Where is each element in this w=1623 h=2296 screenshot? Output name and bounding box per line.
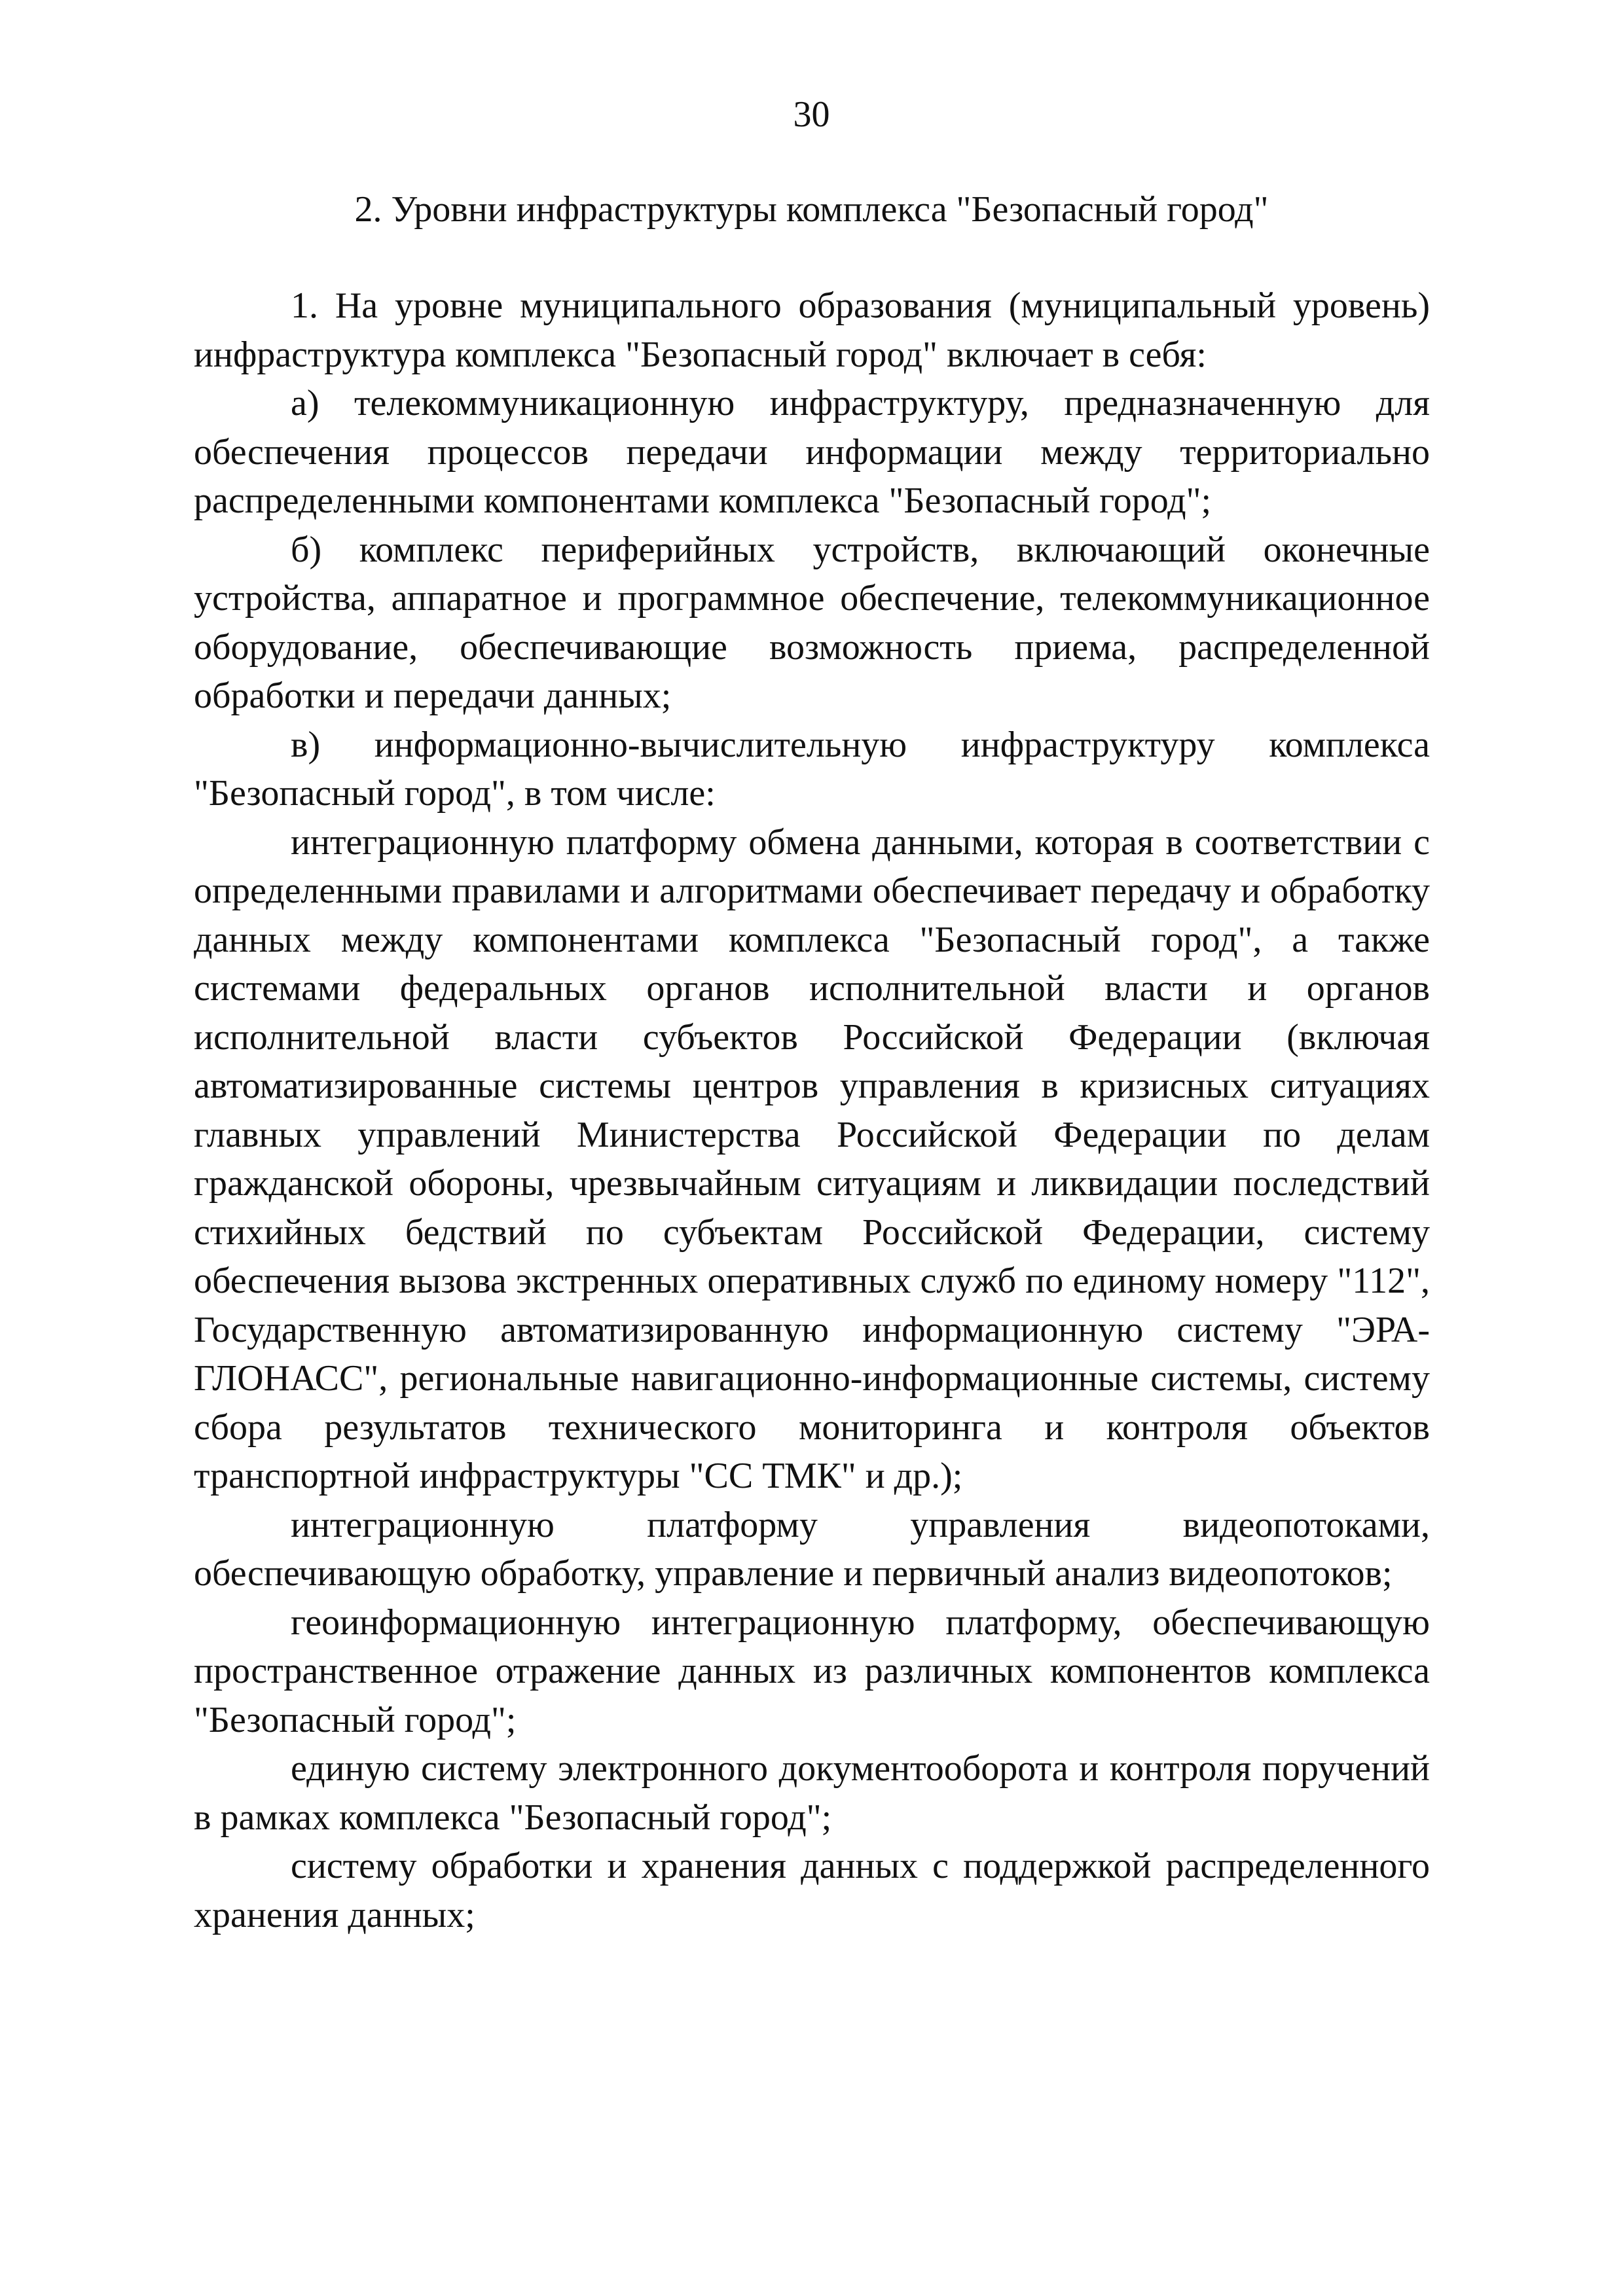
paragraph-storage-system: систему обработки и хранения данных с поддержкой распределенного хранения данных; (194, 1846, 1430, 1935)
body-text (194, 281, 1430, 1939)
paragraph-integration-platform: интеграционную платформу обмена данными, которая в соответствии с определенными правилами и алгоритмами обеспечивает передачу и обработку данных между компонентами комплекса "Безопасный город", а также системами федеральных органов исполнительной власти и органов исполнительной власти субъектов Российской Федерации (включая автоматизированные системы центров управления в кризисных ситуациях главных управлений Министерства Российской Федерации по делам гражданской обороны, чрезвычайным ситуациям и ликвидации последствий стихийных бедствий по субъектам Российской Федерации, систему обеспечения вызова экстренных оперативных служб по единому номеру "112", Государственную автоматизированную информационную систему "ЭРА-ГЛОНАСС", региональные навигационно-информационные системы, систему сбора результатов технического мониторинга и контроля объектов транспортной инфраструктуры "СС ТМК" и др.); (194, 821, 1430, 1496)
paragraph-item-v: в) информационно-вычислительную инфраструктуру комплекса "Безопасный город", в том числе: (194, 724, 1430, 814)
paragraph-item-b: б) комплекс периферийных устройств, включающий оконечные устройства, аппаратное и программное обеспечение, телекоммуникационное оборудование, обеспечивающие возможность приема, распределенной обработки и передачи данных; (194, 529, 1430, 716)
paragraph-item-a: а) телекоммуникационную инфраструктуру, предназначенную для обеспечения процессов передачи информации между территориально распределенными компонентами комплекса "Безопасный город"; (194, 383, 1430, 521)
page-number: 30 (793, 94, 830, 135)
paragraph-municipal-level: 1. На уровне муниципального образования (муниципальный уровень) инфраструктура комплекса "Безопасный город" включает в себя: (194, 285, 1430, 375)
section-heading: 2. Уровни инфраструктуры комплекса "Безопасный город" (354, 189, 1269, 230)
paragraph-geo-platform: геоинформационную интеграционную платформу, обеспечивающую пространственное отражение данных из различных компонентов комплекса "Безопасный город"; (194, 1602, 1430, 1740)
paragraph-video-platform: интеграционную платформу управления видеопотоками, обеспечивающую обработку, управление и первичный анализ видеопотоков; (194, 1504, 1430, 1594)
paragraph-document-system: единую систему электронного документооборота и контроля поручений в рамках комплекса "Безопасный город"; (194, 1748, 1430, 1838)
